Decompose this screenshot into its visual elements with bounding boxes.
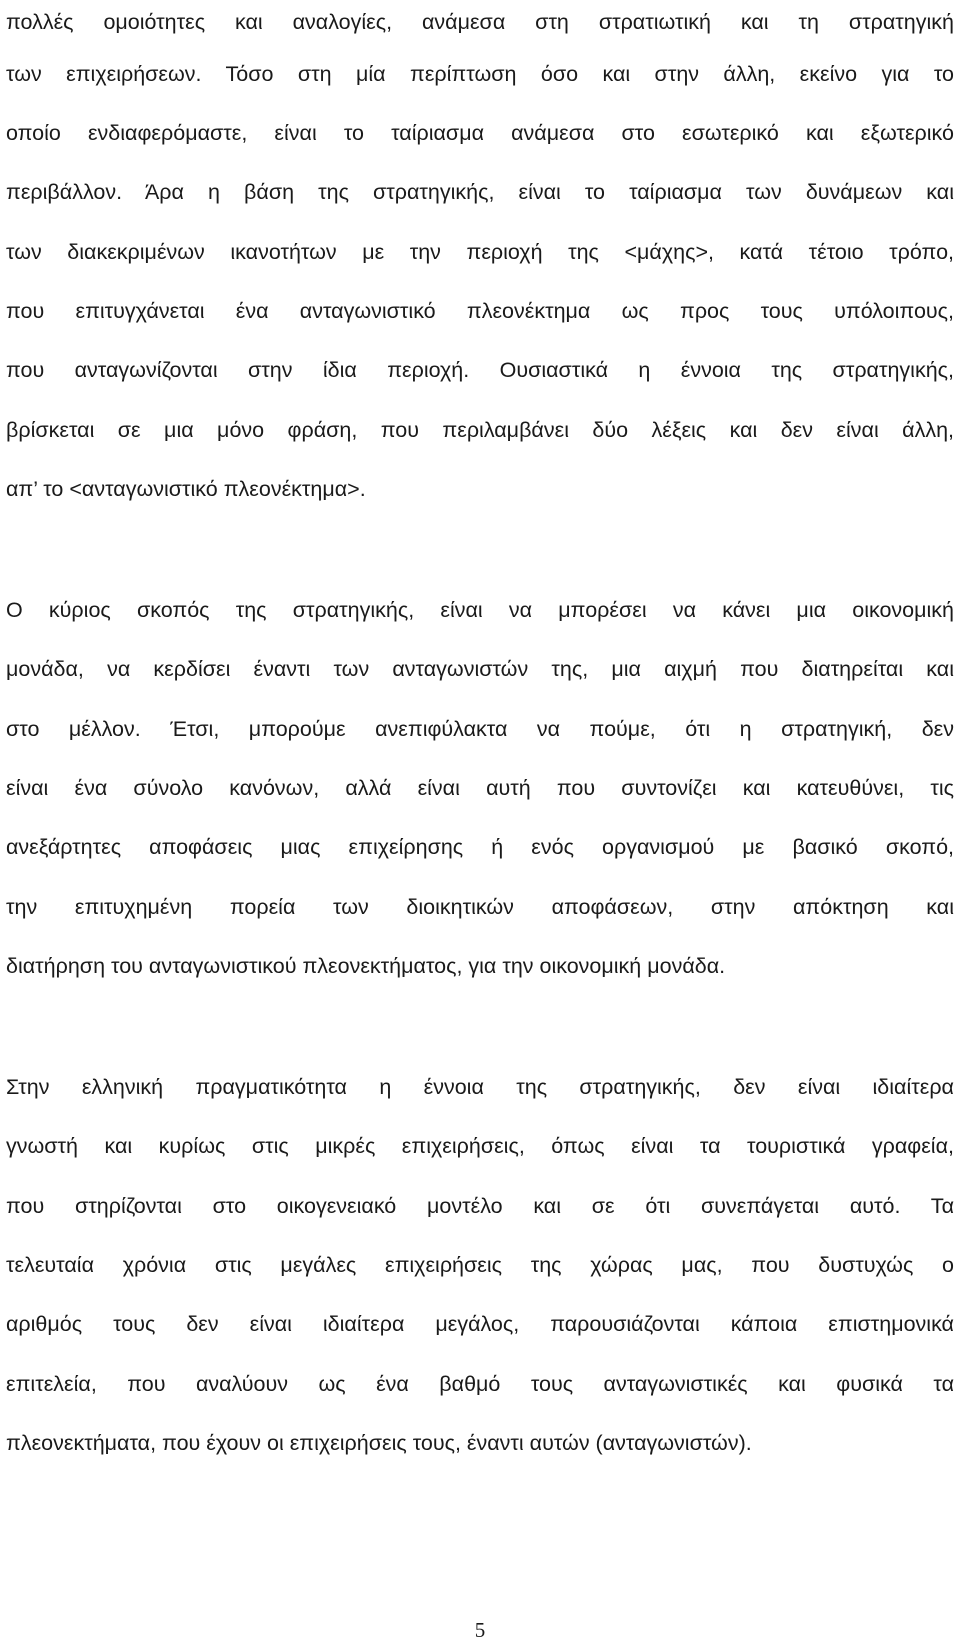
text-line: αριθμός τους δεν είναι ιδιαίτερα μεγάλος, παρουσιάζονται κάποια επιστημονικά xyxy=(6,1312,954,1336)
text-line: είναι ένα σύνολο κανόνων, αλλά είναι αυτή που συντονίζει και κατευθύνει, τις xyxy=(6,776,954,800)
text-line: Ο κύριος σκοπός της στρατηγικής, είναι να μπορέσει να κάνει μια οικονομική xyxy=(6,598,954,622)
text-line: πλεονεκτήματα, που έχουν οι επιχειρήσεις τους, έναντι αυτών (ανταγωνιστών). xyxy=(6,1431,752,1455)
text-line: των διακεκριμένων ικανοτήτων με την περιοχή της <μάχης>, κατά τέτοιο τρόπο, xyxy=(6,240,954,264)
text-line: που επιτυγχάνεται ένα ανταγωνιστικό πλεονέκτημα ως προς τους υπόλοιπους, xyxy=(6,299,954,323)
text-line: απ’ το <ανταγωνιστικό πλεονέκτημα>. xyxy=(6,477,366,501)
text-line: στο μέλλον. Έτσι, μπορούμε ανεπιφύλακτα να πούμε, ότι η στρατηγική, δεν xyxy=(6,717,954,741)
text-line: των επιχειρήσεων. Τόσο στη μία περίπτωση όσο και στην άλλη, εκείνο για το xyxy=(6,62,954,86)
text-line: περιβάλλον. Άρα η βάση της στρατηγικής, είναι το ταίριασμα των δυνάμεων και xyxy=(6,180,954,204)
text-line: μονάδα, να κερδίσει έναντι των ανταγωνιστών της, μια αιχμή που διατηρείται και xyxy=(6,657,954,681)
text-line: γνωστή και κυρίως στις μικρές επιχειρήσεις, όπως είναι τα τουριστικά γραφεία, xyxy=(6,1134,954,1158)
text-line: τελευταία χρόνια στις μεγάλες επιχειρήσεις της χώρας μας, που δυστυχώς ο xyxy=(6,1253,954,1277)
text-line: που ανταγωνίζονται στην ίδια περιοχή. Ουσιαστικά η έννοια της στρατηγικής, xyxy=(6,358,954,382)
text-line: οποίο ενδιαφερόμαστε, είναι το ταίριασμα ανάμεσα στο εσωτερικό και εξωτερικό xyxy=(6,121,954,145)
text-line: που στηρίζονται στο οικογενειακό μοντέλο και σε ότι συνεπάγεται αυτό. Τα xyxy=(6,1194,954,1218)
text-line: επιτελεία, που αναλύουν ως ένα βαθμό τους ανταγωνιστικές και φυσικά τα xyxy=(6,1372,954,1396)
text-line: Στην ελληνική πραγματικότητα η έννοια της στρατηγικής, δεν είναι ιδιαίτερα xyxy=(6,1075,954,1099)
text-line: διατήρηση του ανταγωνιστικού πλεονεκτήματος, για την οικονομική μονάδα. xyxy=(6,954,726,978)
page-number: 5 xyxy=(474,1618,486,1642)
text-line: ανεξάρτητες αποφάσεις μιας επιχείρησης ή ενός οργανισμού με βασικό σκοπό, xyxy=(6,835,954,859)
text-line: πολλές ομοιότητες και αναλογίες, ανάμεσα στη στρατιωτική και τη στρατηγική xyxy=(6,10,954,34)
text-line: την επιτυχημένη πορεία των διοικητικών αποφάσεων, στην απόκτηση και xyxy=(6,895,954,919)
text-line: βρίσκεται σε μια μόνο φράση, που περιλαμβάνει δύο λέξεις και δεν είναι άλλη, xyxy=(6,418,954,442)
